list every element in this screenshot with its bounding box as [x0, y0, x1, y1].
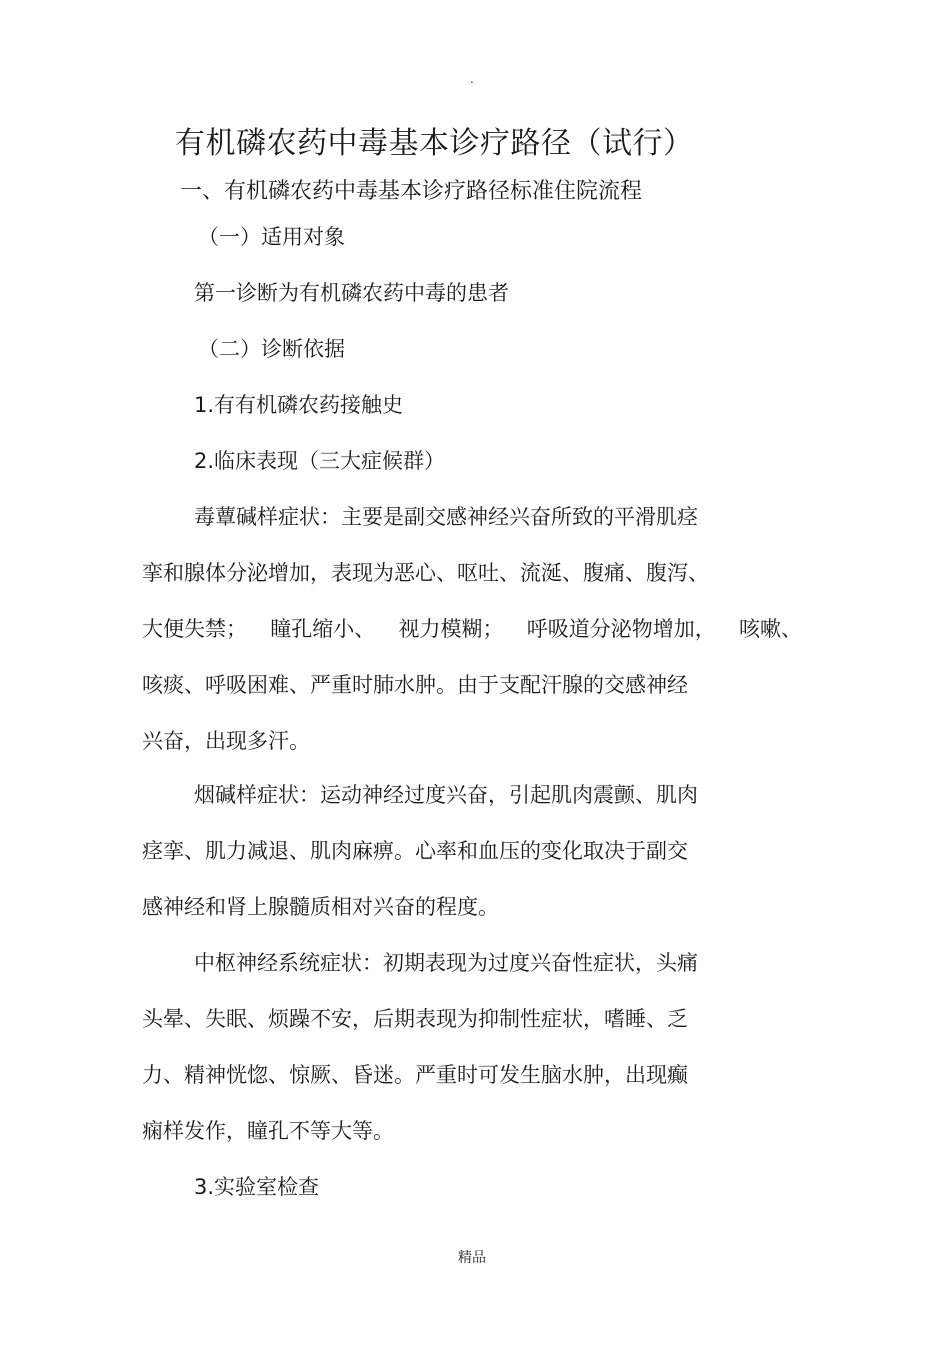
- paragraph-line: 痫样发作，瞳孔不等大等。: [142, 1119, 394, 1143]
- item-clinical-manifestations: 2.临床表现（三大症候群）: [194, 449, 446, 473]
- applicable-subjects-text: 第一诊断为有机磷农药中毒的患者: [194, 281, 509, 305]
- paragraph-line: 毒蕈碱样症状：主要是副交感神经兴奋所致的平滑肌痉: [194, 505, 698, 529]
- text-segment: 呼吸道分泌物增加，: [526, 617, 716, 641]
- paragraph-line: 头晕、失眠、烦躁不安，后期表现为抑制性症状，嗜睡、乏: [142, 1007, 688, 1031]
- paragraph-line: 中枢神经系统症状：初期表现为过度兴奋性症状，头痛: [194, 951, 698, 975]
- top-dot: .: [470, 72, 474, 86]
- section-heading: 一、有机磷农药中毒基本诊疗路径标准住院流程: [180, 179, 643, 204]
- text-segment: 咳嗽、: [739, 617, 802, 641]
- text-segment: 瞳孔缩小、: [270, 617, 376, 641]
- paragraph-line: 挛和腺体分泌增加，表现为恶心、呕吐、流涎、腹痛、腹泻、: [142, 561, 709, 585]
- paragraph-line: 痉挛、肌力减退、肌肉麻痹。心率和血压的变化取决于副交: [142, 839, 688, 863]
- subheading-applicable-subjects: （一）适用对象: [198, 225, 345, 249]
- paragraph-line: 力、精神恍惚、惊厥、昏迷。严重时可发生脑水肿，出现癫: [142, 1063, 688, 1087]
- subheading-diagnosis-basis: （二）诊断依据: [198, 337, 345, 361]
- item-lab-tests: 3.实验室检查: [194, 1175, 320, 1199]
- text-segment: 视力模糊；: [398, 617, 504, 641]
- paragraph-line: 烟碱样症状：运动神经过度兴奋，引起肌肉震颤、肌肉: [194, 783, 698, 807]
- footer-label: 精品: [458, 1250, 486, 1266]
- paragraph-line: 兴奋，出现多汗。: [142, 729, 310, 753]
- paragraph-line: [142, 614, 802, 644]
- text-segment: 大便失禁；: [142, 617, 247, 641]
- paragraph-line: 咳痰、呼吸困难、严重时肺水肿。由于支配汗腺的交感神经: [142, 673, 688, 697]
- paragraph-line: 感神经和肾上腺髓质相对兴奋的程度。: [142, 895, 499, 919]
- item-exposure-history: 1.有有机磷农药接触史: [194, 393, 404, 417]
- document-title: 有机磷农药中毒基本诊疗路径（试行）: [175, 126, 694, 161]
